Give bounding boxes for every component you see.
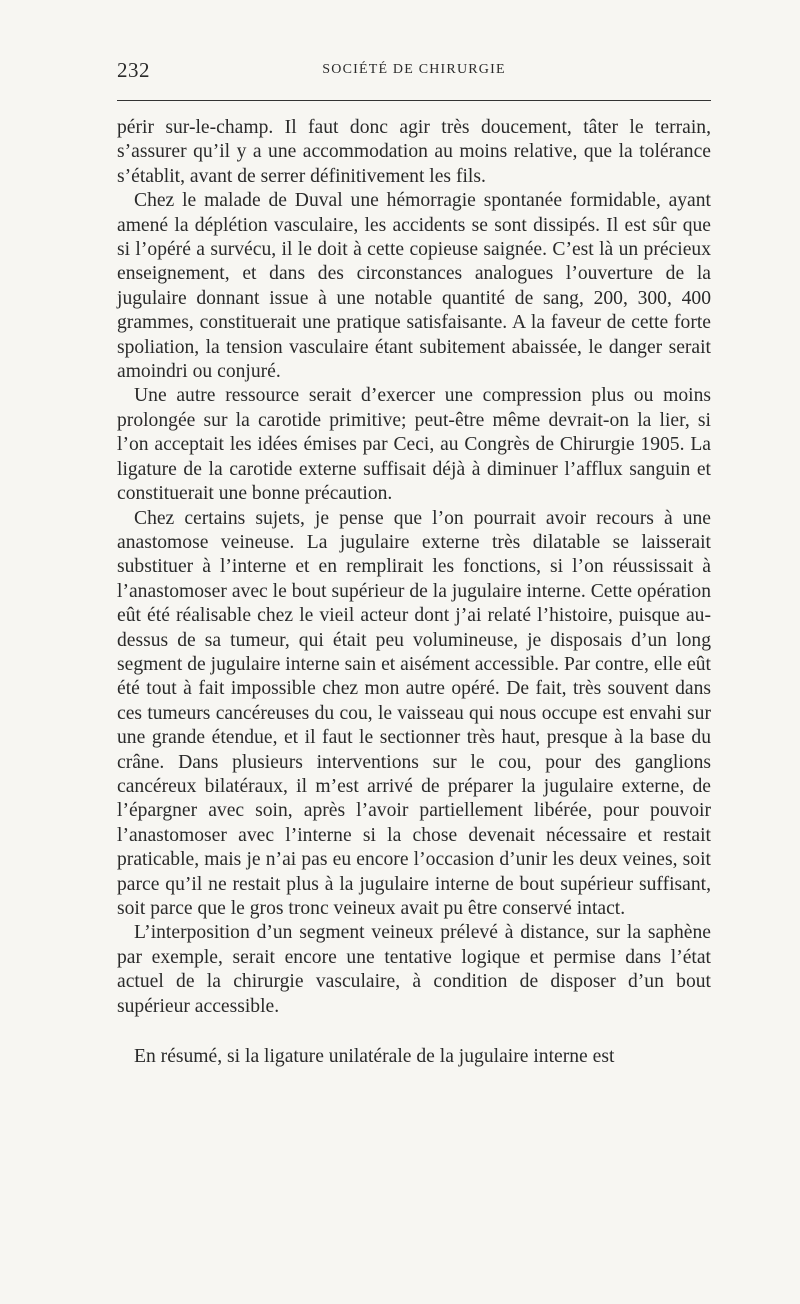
running-title: SOCIÉTÉ DE CHIRURGIE — [322, 62, 506, 77]
page-number: 232 — [117, 58, 150, 82]
body-text — [117, 116, 711, 1069]
paragraph-3: Une autre ressource serait d’exercer une compression plus ou moins prolongée sur la carotide primitive; peut-être même devrait-on la lier, si l’on acceptait les idées émises par Ceci, au Congrès de Chirurgie 1905. La ligature de la carotide externe suffisait déjà à diminuer l’afflux sanguin et constituerait une bonne précaution. — [117, 385, 711, 505]
header-rule — [117, 100, 711, 101]
paragraph-1: périr sur-le-champ. Il faut donc agir très doucement, tâter le terrain, s’assurer qu’il y a une accommodation au moins relative, que la tolérance s’établit, avant de serrer définitivement les fils. — [117, 117, 711, 187]
paragraph-6: En résumé, si la ligature unilatérale de la jugulaire interne est — [134, 1046, 615, 1068]
page-header — [117, 58, 711, 88]
paragraph-5: L’interposition d’un segment veineux prélevé à distance, sur la saphène par exemple, serait encore une tentative logique et permise dans l’état actuel de la chirurgie vasculaire, à condition de disposer d’un bout supérieur accessible. — [117, 922, 711, 1017]
paragraph-2: Chez le malade de Duval une hémorragie spontanée formidable, ayant amené la déplétion vasculaire, les accidents se sont dissipés. Il est sûr que si l’opéré a survécu, il le doit à cette copieuse saignée. C’est là un précieux enseignement, et dans des circonstances analogues l’ouverture de la jugulaire donnant issue à une notable quantité de sang, 200, 300, 400 grammes, constituerait une pratique satisfaisante. A la faveur de cette forte spoliation, la tension vasculaire étant subitement abaissée, le danger serait amoindri ou conjuré. — [117, 190, 711, 383]
paragraph-4: Chez certains sujets, je pense que l’on pourrait avoir recours à une anastomose veineuse. La jugulaire externe très dilatable se laisserait substituer à l’interne et en remplirait les fonctions, si l’on réussissait à l’anastomoser avec le bout supérieur de la jugulaire interne. Cette opération eût été réalisable chez le vieil acteur dont j’ai relaté l’histoire, puisque au-dessus de sa tumeur, qui était peu volumineuse, je disposais d’un long segment de jugulaire interne sain et aisément accessible. Par contre, elle eût été tout à fait impossible chez mon autre opéré. De fait, très souvent dans ces tumeurs cancéreuses du cou, le vaisseau qui nous occupe est envahi sur une grande étendue, et il faut le sectionner très haut, presque à la base du crâne. Dans plusieurs interventions sur le cou, pour des ganglions cancéreux bilatéraux, il m’est arrivé de préparer la jugulaire externe, de l’épargner avec soin, après l’avoir partiellement libérée, pour pouvoir l’anastomoser avec l’interne si la chose devenait nécessaire et restait praticable, mais je n’ai pas eu encore l’occasion d’unir les deux veines, soit parce qu’il ne restait plus à la jugulaire interne de bout supérieur suffisant, soit parce que le gros tronc veineux avait pu être conservé intact. — [117, 507, 711, 919]
